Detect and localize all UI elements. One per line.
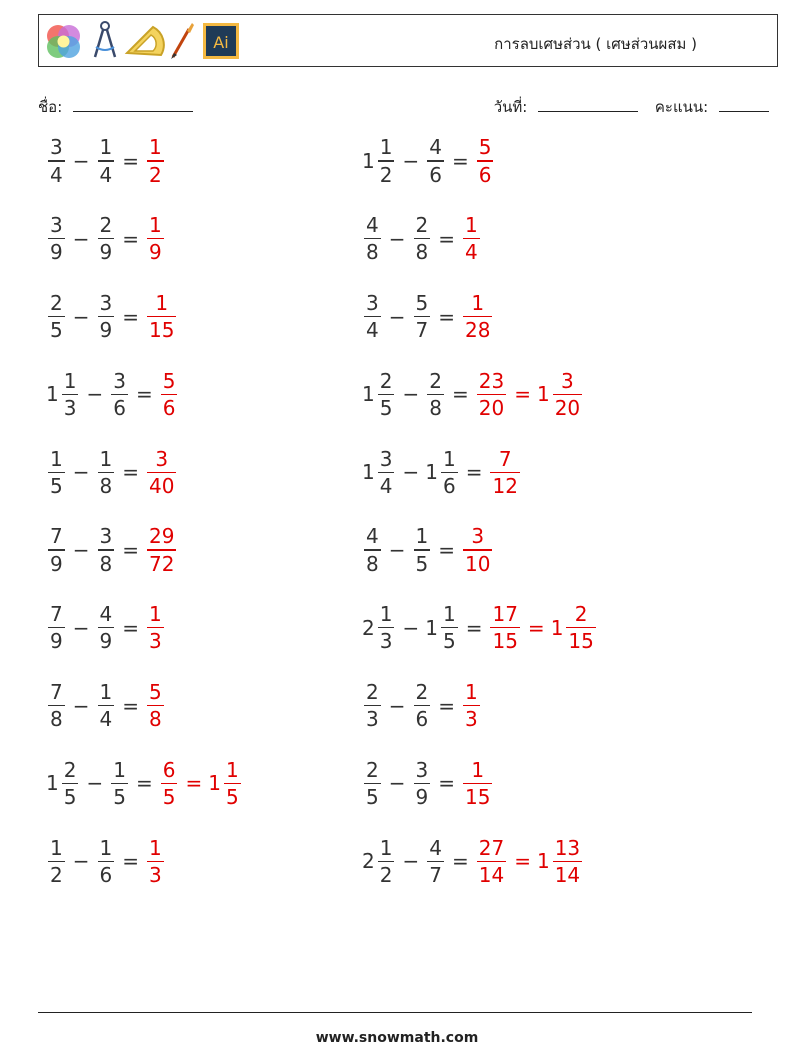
equals-sign: = — [135, 382, 153, 407]
minuend-numerator: 1 — [379, 602, 393, 627]
minuend-fraction — [378, 601, 395, 654]
answer-denominator: 14 — [554, 862, 581, 887]
problem-item — [362, 441, 522, 503]
subtrahend-denominator: 8 — [415, 240, 429, 265]
subtrahend-fraction — [98, 523, 115, 576]
minuend-fraction — [378, 368, 395, 421]
problem-item — [46, 752, 243, 814]
subtrahend-numerator: 4 — [99, 602, 113, 627]
subtrahend-denominator: 9 — [415, 785, 429, 810]
minuend-numerator: 1 — [50, 835, 63, 860]
subtrahend-numerator: 2 — [429, 368, 442, 393]
subtrahend-whole: 1 — [425, 615, 438, 640]
subtrahend-denominator: 6 — [415, 707, 429, 732]
minuend-numerator: 4 — [366, 524, 379, 549]
minuend-whole: 1 — [362, 148, 375, 173]
answer-numerator: 1 — [465, 213, 478, 238]
minuend-denominator: 5 — [50, 318, 63, 343]
answer-numerator: 3 — [471, 524, 485, 549]
problem-item — [46, 130, 166, 192]
minuend-denominator: 5 — [366, 785, 379, 810]
answer-denominator: 40 — [149, 473, 175, 498]
subtrahend-fraction — [414, 212, 431, 265]
subtrahend-fraction — [414, 679, 431, 732]
subtrahend-denominator: 5 — [113, 785, 126, 810]
minuend-numerator: 3 — [50, 135, 63, 160]
answer-numerator: 1 — [465, 679, 478, 704]
equals-sign: = — [122, 304, 139, 329]
answer-numerator: 1 — [149, 835, 162, 860]
answer-numerator: 3 — [561, 368, 574, 393]
answer-numerator: 23 — [478, 368, 505, 393]
problem-item — [46, 441, 178, 503]
subtrahend-denominator: 8 — [99, 473, 113, 498]
answer-numerator: 2 — [574, 602, 588, 627]
answer-numerator: 5 — [162, 368, 176, 393]
minus-sign: − — [402, 382, 420, 407]
answer-denominator: 3 — [149, 629, 162, 654]
equals-sign: = — [122, 538, 139, 562]
problem-item — [362, 286, 494, 348]
answer-numerator: 5 — [149, 679, 162, 704]
answer-fraction — [463, 290, 492, 343]
footer-divider — [38, 1012, 752, 1013]
answer-numerator: 1 — [155, 290, 169, 315]
minus-sign: − — [72, 693, 90, 718]
compass-icon — [87, 19, 123, 63]
score-label: คะแนน: — [654, 98, 709, 116]
minuend-whole: 2 — [362, 615, 375, 640]
subtrahend-fraction — [98, 601, 115, 654]
minuend-denominator: 8 — [50, 707, 63, 732]
problem-item — [46, 830, 166, 892]
minuend-denominator: 9 — [50, 240, 63, 265]
equals-sign: = — [122, 693, 139, 718]
equals-sign: = — [185, 771, 203, 796]
minuend-fraction — [364, 757, 381, 810]
answer-fraction — [147, 446, 176, 499]
subtrahend-fraction — [441, 601, 458, 654]
subtrahend-fraction — [98, 290, 115, 343]
subtrahend-denominator: 9 — [99, 629, 113, 654]
subtrahend-denominator: 7 — [429, 862, 442, 887]
answer-whole: 1 — [208, 771, 221, 796]
minus-sign: − — [72, 304, 90, 329]
minuend-numerator: 3 — [366, 290, 379, 315]
answer-denominator: 72 — [149, 551, 175, 576]
problem-item — [46, 286, 178, 348]
equals-sign: = — [451, 382, 469, 407]
subtrahend-fraction — [414, 290, 431, 343]
minuend-denominator: 3 — [366, 707, 379, 732]
minus-sign: − — [72, 226, 90, 251]
subtrahend-denominator: 7 — [415, 318, 429, 343]
minuend-fraction — [378, 835, 395, 888]
problem-item — [362, 519, 494, 581]
date-label: วันที่: — [493, 98, 528, 116]
subtrahend-denominator: 6 — [113, 396, 126, 421]
equals-sign: = — [135, 771, 153, 796]
subtrahend-denominator: 9 — [99, 240, 113, 265]
minuend-denominator: 9 — [50, 629, 63, 654]
answer-numerator: 1 — [149, 602, 162, 627]
subtrahend-numerator: 2 — [99, 213, 113, 238]
problem-item — [362, 208, 482, 270]
answer-fraction — [147, 835, 164, 888]
equals-sign: = — [438, 693, 455, 718]
minuend-numerator: 7 — [50, 679, 63, 704]
answer-fraction — [147, 601, 164, 654]
answer-numerator: 6 — [162, 757, 176, 782]
equals-sign: = — [465, 460, 483, 485]
equals-sign: = — [122, 615, 139, 640]
answer-fraction — [147, 134, 164, 187]
problem-item — [362, 597, 598, 659]
equals-sign: = — [451, 849, 469, 874]
problem-item — [46, 675, 166, 737]
answer-fraction — [463, 212, 480, 265]
subtrahend-numerator: 1 — [442, 446, 456, 471]
minus-sign: − — [402, 615, 420, 640]
minuend-denominator: 4 — [50, 162, 63, 187]
minuend-fraction — [364, 290, 381, 343]
answer-numerator: 1 — [149, 213, 162, 238]
minuend-numerator: 1 — [379, 135, 393, 160]
answer-denominator: 28 — [465, 318, 491, 343]
problem-item — [362, 130, 495, 192]
answer-denominator: 5 — [225, 785, 239, 810]
answer-fraction — [463, 679, 480, 732]
subtrahend-fraction — [98, 679, 115, 732]
subtrahend-denominator: 8 — [99, 551, 113, 576]
equals-sign: = — [438, 304, 455, 329]
answer-numerator: 29 — [149, 524, 175, 549]
answer-denominator: 4 — [465, 240, 478, 265]
minuend-numerator: 7 — [50, 602, 63, 627]
problem-item — [46, 208, 166, 270]
subtrahend-fraction — [111, 757, 128, 810]
minus-sign: − — [72, 538, 90, 562]
answer-denominator: 8 — [149, 707, 162, 732]
minuend-fraction — [48, 679, 65, 732]
answer-numerator: 1 — [225, 757, 239, 782]
answer-denominator: 14 — [478, 862, 505, 887]
subtrahend-fraction — [98, 446, 115, 499]
subtrahend-numerator: 1 — [99, 135, 113, 160]
minuend-fraction — [62, 368, 79, 421]
subtrahend-numerator: 1 — [99, 835, 113, 860]
name-blank[interactable] — [73, 97, 193, 112]
subtrahend-numerator: 1 — [99, 679, 113, 704]
date-score-fields — [494, 95, 769, 119]
answer-denominator: 12 — [492, 473, 518, 498]
subtrahend-fraction — [98, 835, 115, 888]
minuend-numerator: 1 — [379, 835, 393, 860]
answer-whole: 1 — [550, 615, 564, 640]
subtrahend-denominator: 8 — [429, 396, 442, 421]
answer-numerator: 5 — [478, 135, 492, 160]
answer-fraction — [490, 601, 519, 654]
equals-sign: = — [122, 149, 139, 173]
answer-denominator: 15 — [568, 629, 594, 654]
problem-item — [362, 830, 584, 892]
subtrahend-denominator: 9 — [99, 318, 113, 343]
ai-icon — [199, 19, 243, 63]
subtrahend-fraction — [98, 212, 115, 265]
brush-icon — [165, 19, 199, 63]
minuend-numerator: 2 — [379, 368, 393, 393]
minuend-fraction — [364, 523, 381, 576]
minuend-denominator: 3 — [63, 396, 77, 421]
subtrahend-numerator: 3 — [99, 524, 113, 549]
minuend-fraction — [48, 523, 65, 576]
answer-denominator: 5 — [162, 785, 176, 810]
equals-sign: = — [438, 226, 455, 251]
equals-sign: = — [514, 849, 531, 874]
subtrahend-denominator: 4 — [99, 162, 113, 187]
equals-sign: = — [514, 382, 531, 407]
minuend-fraction — [48, 835, 65, 888]
footer-site: www.snowmath.com — [315, 1030, 479, 1046]
subtrahend-numerator: 1 — [415, 524, 429, 549]
answer-fraction — [477, 368, 506, 421]
minuend-numerator: 3 — [50, 213, 63, 238]
minus-sign: − — [388, 226, 406, 251]
answer-numerator: 27 — [478, 835, 505, 860]
answer-numerator: 7 — [498, 446, 512, 471]
subtrahend-denominator: 5 — [442, 629, 456, 654]
answer-numerator: 1 — [471, 757, 485, 782]
subtrahend-numerator: 4 — [429, 835, 442, 860]
minus-sign: − — [388, 693, 406, 718]
minuend-fraction — [48, 134, 65, 187]
answer-fraction — [161, 368, 178, 421]
minuend-whole: 1 — [46, 382, 59, 407]
equals-sign: = — [527, 615, 545, 640]
answer-denominator: 6 — [162, 396, 176, 421]
answer-fraction — [161, 757, 178, 810]
subtrahend-whole: 1 — [425, 460, 438, 485]
minus-sign: − — [72, 849, 90, 874]
answer-whole: 1 — [536, 382, 550, 407]
minuend-denominator: 8 — [366, 240, 379, 265]
minus-sign: − — [72, 615, 90, 640]
answer-numerator: 17 — [492, 602, 518, 627]
answer-fraction — [224, 757, 241, 810]
subtrahend-numerator: 2 — [415, 213, 429, 238]
minuend-denominator: 2 — [50, 862, 63, 887]
minus-sign: − — [86, 771, 104, 796]
header-icons — [41, 19, 243, 63]
answer-fraction — [147, 212, 164, 265]
answer-fraction — [477, 134, 494, 187]
answer-fraction — [490, 446, 519, 499]
worksheet-title: การลบเศษส่วน ( เศษส่วนผสม ) — [494, 35, 697, 53]
worksheet-header — [38, 14, 778, 67]
score-blank[interactable] — [719, 97, 769, 112]
minuend-numerator: 2 — [50, 290, 63, 315]
answer-numerator: 1 — [149, 135, 162, 160]
minuend-numerator: 2 — [366, 679, 379, 704]
answer-numerator: 3 — [155, 446, 169, 471]
subtrahend-fraction — [98, 134, 115, 187]
answer-numerator: 1 — [471, 290, 485, 315]
answer-fraction — [463, 523, 492, 576]
minuend-fraction — [48, 601, 65, 654]
answer-denominator: 15 — [492, 629, 518, 654]
minuend-numerator: 7 — [50, 524, 63, 549]
equals-sign: = — [465, 615, 483, 640]
minuend-denominator: 5 — [379, 396, 393, 421]
minuend-numerator: 1 — [63, 368, 77, 393]
minuend-whole: 1 — [362, 460, 375, 485]
equals-sign: = — [122, 460, 139, 485]
minuend-numerator: 3 — [379, 446, 393, 471]
answer-denominator: 3 — [465, 707, 478, 732]
minuend-denominator: 4 — [366, 318, 379, 343]
subtrahend-fraction — [414, 523, 431, 576]
minus-sign: − — [402, 149, 420, 173]
answer-denominator: 15 — [465, 785, 491, 810]
minuend-fraction — [48, 290, 65, 343]
minuend-fraction — [48, 212, 65, 265]
minuend-whole: 1 — [362, 382, 375, 407]
minuend-numerator: 1 — [50, 446, 63, 471]
subtrahend-fraction — [427, 134, 444, 187]
minuend-fraction — [48, 446, 65, 499]
minuend-denominator: 8 — [366, 551, 379, 576]
name-label: ชื่อ: — [38, 98, 63, 116]
problem-item — [46, 519, 178, 581]
subtrahend-numerator: 4 — [429, 135, 442, 160]
problem-item — [46, 597, 166, 659]
answer-fraction — [147, 523, 176, 576]
subtrahend-denominator: 4 — [99, 707, 113, 732]
protractor-icon — [123, 19, 165, 63]
answer-numerator: 13 — [554, 835, 581, 860]
minuend-denominator: 5 — [50, 473, 63, 498]
answer-fraction — [147, 679, 164, 732]
problem-item — [46, 363, 179, 425]
subtrahend-numerator: 3 — [99, 290, 113, 315]
subtrahend-denominator: 6 — [429, 162, 442, 187]
answer-denominator: 6 — [478, 162, 492, 187]
answer-denominator: 3 — [149, 862, 162, 887]
answer-fraction — [147, 290, 176, 343]
minuend-numerator: 2 — [63, 757, 77, 782]
subtrahend-numerator: 1 — [113, 757, 126, 782]
equals-sign: = — [438, 771, 455, 796]
answer-denominator: 20 — [554, 396, 581, 421]
subtrahend-numerator: 3 — [415, 757, 429, 782]
answer-denominator: 9 — [149, 240, 162, 265]
date-blank[interactable] — [538, 97, 638, 112]
answer-fraction — [566, 601, 595, 654]
problem-item — [362, 675, 482, 737]
minuend-denominator: 3 — [379, 629, 393, 654]
minuend-denominator: 2 — [379, 862, 393, 887]
minus-sign: − — [72, 460, 90, 485]
minus-sign: − — [388, 538, 406, 562]
subtrahend-fraction — [427, 368, 444, 421]
subtrahend-fraction — [414, 757, 431, 810]
answer-fraction — [553, 835, 582, 888]
problem-item — [362, 363, 584, 425]
equals-sign: = — [451, 149, 469, 173]
subtrahend-numerator: 3 — [113, 368, 126, 393]
minuend-denominator: 9 — [50, 551, 63, 576]
minuend-fraction — [364, 212, 381, 265]
minuend-fraction — [378, 446, 395, 499]
equals-sign: = — [122, 226, 139, 251]
subtrahend-fraction — [441, 446, 458, 499]
subtrahend-fraction — [427, 835, 444, 888]
minuend-numerator: 2 — [366, 757, 379, 782]
minus-sign: − — [388, 771, 406, 796]
minus-sign: − — [86, 382, 104, 407]
subtrahend-fraction — [111, 368, 128, 421]
answer-denominator: 20 — [478, 396, 505, 421]
minus-sign: − — [72, 149, 90, 173]
subtrahend-numerator: 5 — [415, 290, 429, 315]
minuend-numerator: 4 — [366, 213, 379, 238]
answer-fraction — [463, 757, 492, 810]
equals-sign: = — [122, 849, 139, 874]
subtrahend-denominator: 5 — [415, 551, 429, 576]
answer-denominator: 2 — [149, 162, 162, 187]
minus-sign: − — [402, 849, 420, 874]
subtrahend-numerator: 1 — [442, 602, 456, 627]
minuend-fraction — [364, 679, 381, 732]
subtrahend-denominator: 6 — [99, 862, 113, 887]
minuend-denominator: 4 — [379, 473, 393, 498]
subtrahend-numerator: 1 — [99, 446, 113, 471]
answer-denominator: 15 — [149, 318, 175, 343]
answer-fraction — [477, 835, 506, 888]
color-circles-icon — [41, 19, 87, 63]
minuend-whole: 1 — [46, 771, 59, 796]
subtrahend-numerator: 2 — [415, 679, 429, 704]
minuend-fraction — [378, 134, 395, 187]
answer-fraction — [553, 368, 582, 421]
name-field — [38, 95, 193, 119]
subtrahend-denominator: 6 — [442, 473, 456, 498]
svg-text:Ai: Ai — [213, 33, 229, 52]
minuend-fraction — [62, 757, 79, 810]
problem-item — [362, 752, 494, 814]
minus-sign: − — [388, 304, 406, 329]
minuend-denominator: 2 — [379, 162, 393, 187]
minus-sign: − — [402, 460, 420, 485]
minuend-whole: 2 — [362, 849, 375, 874]
equals-sign: = — [438, 538, 455, 562]
minuend-denominator: 5 — [63, 785, 77, 810]
answer-whole: 1 — [536, 849, 550, 874]
answer-denominator: 10 — [465, 551, 491, 576]
